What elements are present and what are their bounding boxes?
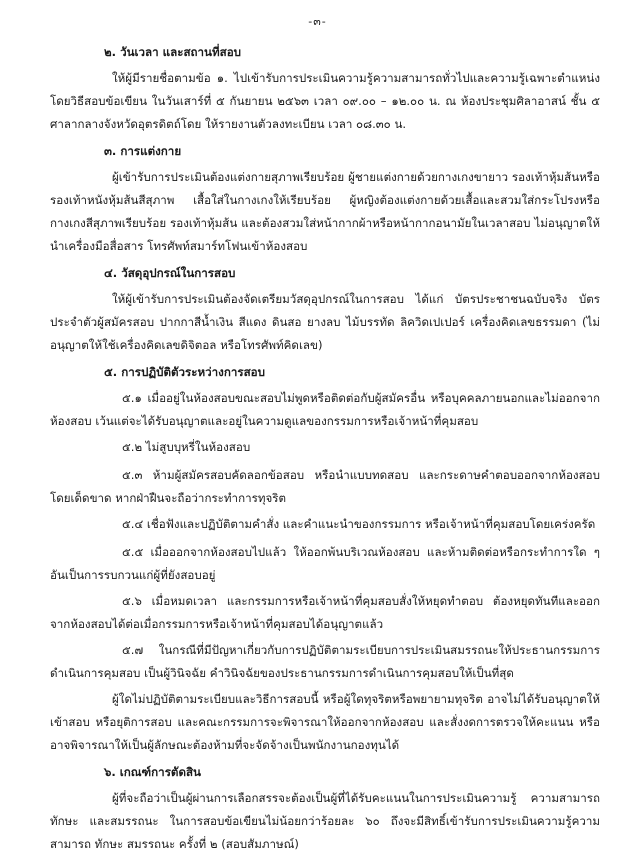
page-number: -๓-	[308, 15, 327, 28]
section-5-item-3: ๕.๓ ห้ามผู้สมัครสอบคัดลอกข้อสอบ หรือนำแบบทดสอบ และกระดาษคำตอบออกจากห้องสอบโดยเด็ดขาด หากฝ่าฝืนจะถือว่ากระทำการทุจริต	[50, 468, 600, 505]
section-2-heading: ๒. วันเวลา และสถานที่สอบ	[104, 45, 242, 59]
section-6-paragraph: ผู้ที่จะถือว่าเป็นผู้ผ่านการเลือกสรรจะต้องเป็นผู้ที่ได้รับคะแนนในการประเมินความรู้ ความสามารถ ทักษะ และสมรรถนะ ในการสอบข้อเขียนไม่น้อยกว่าร้อยละ ๖๐ ถึงจะมีสิทธิ์เข้ารับการประเมินความรู้ความสามารถ ทักษะ สมรรถนะ ครั้งที่ ๒ (สอบสัมภาษณ์)	[50, 791, 600, 851]
section-5-item-1: ๕.๑ เมื่ออยู่ในห้องสอบขณะสอบไม่พูดหรือติดต่อกับผู้สมัครอื่น หรือบุคคลภายนอกและไม่ออกจากห้องสอบ เว้นแต่จะได้รับอนุญาตและอยู่ในความดูแลของกรรมการหรือเจ้าหน้าที่คุมสอบ	[50, 391, 600, 428]
section-5-note: ผู้ใดไม่ปฏิบัติตามระเบียบและวิธีการสอบนี้ หรือผู้ใดทุจริตหรือพยายามทุจริต อาจไม่ได้รับอนุญาตให้เข้าสอบ หรือยุติการสอบ และคณะกรรมการจะพิจารณาให้ออกจากห้องสอบ และสั่งงดการตรวจให้คะแนน หรืออาจพิจารณาให้เป็นผู้ลักษณะต้องห้ามที่จะจัดจ้างเป็นพนักงานกองทุนได้	[50, 692, 600, 752]
section-5-item-2: ๕.๒ ไม่สูบบุหรี่ในห้องสอบ	[122, 440, 251, 454]
section-3-heading: ๓. การแต่งกาย	[104, 144, 182, 158]
section-5-item-4: ๕.๔ เชื่อฟังและปฏิบัติตามคำสั่ง และคำแนะนำของกรรมการ หรือเจ้าหน้าที่คุมสอบโดยเคร่งครัด	[122, 517, 596, 531]
section-6-heading: ๖. เกณฑ์การตัดสิน	[104, 765, 201, 779]
section-2-paragraph: ให้ผู้มีรายชื่อตามข้อ ๑. ไปเข้ารับการประเมินความรู้ความสามารถทั่วไปและความรู้เฉพาะตำแหน่ง โดยวิธีสอบข้อเขียน ในวันเสาร์ที่ ๕ กันยายน ๒๕๖๓ เวลา ๐๙.๐๐ – ๑๒.๐๐ น. ณ ห้องประชุมศิลาอาสน์ ชั้น ๕ ศาลากลางจังหวัดอุตรดิตถ์โดย ให้รายงานตัวลงทะเบียน เวลา ๐๘.๓๐ น.	[50, 71, 600, 131]
section-3-paragraph: ผู้เข้ารับการประเมินต้องแต่งกายสุภาพเรียบร้อย ผู้ชายแต่งกายด้วยกางเกงขายาว รองเท้าหุ้มส้นหรือรองเท้าหนังหุ้มส้นสีสุภาพ เสื้อใส่ในกางเกงให้เรียบร้อย ผู้หญิงต้องแต่งกายด้วยเสื้อและสวมใส่กระโปรงหรือกางเกงสีสุภาพเรียบร้อย รองเท้าหุ้มส้น และต้องสวมใส่หน้ากากผ้าหรือหน้ากากอนามัยในเวลาสอบ ไม่อนุญาตให้นำเครื่องมือสื่อสาร โทรศัพท์สมาร์ทโฟนเข้าห้องสอบ	[50, 170, 600, 253]
section-4-heading: ๔. วัสดุอุปกรณ์ในการสอบ	[104, 266, 236, 280]
document-body	[50, 38, 600, 860]
section-5-item-5: ๕.๕ เมื่อออกจากห้องสอบไปแล้ว ให้ออกพ้นบริเวณห้องสอบ และห้ามติดต่อหรือกระทำการใด ๆ อันเป็นการรบกวนแก่ผู้ที่ยังสอบอยู่	[50, 545, 600, 582]
section-4-paragraph: ให้ผู้เข้ารับการประเมินต้องจัดเตรียมวัสดุอุปกรณ์ในการสอบ ได้แก่ บัตรประชาชนฉบับจริง บัตรประจำตัวผู้สมัครสอบ ปากกาสีน้ำเงิน สีแดง ดินสอ ยางลบ ไม้บรรทัด ลิควิดเปเปอร์ เครื่องคิดเลขธรรมดา (ไม่อนุญาตให้ใช้เครื่องคิดเลขดิจิตอล หรือโทรศัพท์คิดเลข)	[50, 292, 600, 352]
section-5-heading: ๕. การปฏิบัติตัวระหว่างการสอบ	[104, 365, 265, 379]
section-5-item-6: ๕.๖ เมื่อหมดเวลา และกรรมการหรือเจ้าหน้าที่คุมสอบสั่งให้หยุดทำตอบ ต้องหยุดทันทีและออกจากห้องสอบได้ต่อเมื่อกรรมการหรือเจ้าหน้าที่คุมสอบได้อนุญาตแล้ว	[50, 594, 600, 631]
section-5-item-7: ๕.๗ ในกรณีที่มีปัญหาเกี่ยวกับการปฏิบัติตามระเบียบการประเมินสมรรถนะให้ประธานกรรมการดำเนินการคุมสอบ เป็นผู้วินิจฉัย คำวินิจฉัยของประธานกรรมการดำเนินการคุมสอบให้เป็นที่สุด	[50, 643, 600, 680]
